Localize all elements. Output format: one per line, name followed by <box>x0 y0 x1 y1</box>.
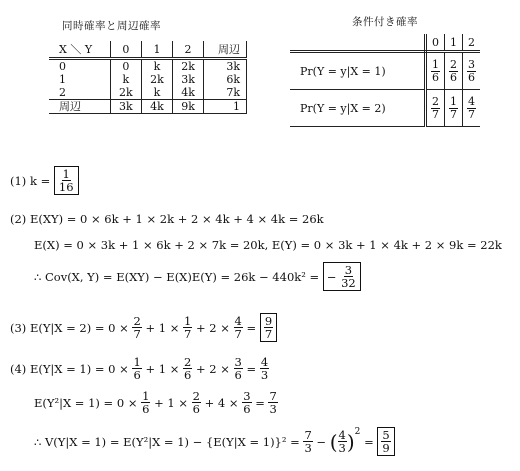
denominator: 6 <box>234 368 242 383</box>
numerator: 2 <box>192 389 200 403</box>
denominator: 6 <box>192 402 200 417</box>
table-cell: 1 <box>204 100 247 114</box>
table-cell: 2k <box>141 73 172 86</box>
numerator: 4 <box>234 314 242 328</box>
answer-4-line-2 <box>34 390 278 415</box>
denominator: 7 <box>184 327 192 342</box>
table-header-cell: 0 <box>426 34 445 52</box>
table-cell <box>445 52 463 90</box>
table-cell: 3k <box>173 73 204 86</box>
table-cell <box>426 52 445 90</box>
minus-sign: − <box>316 434 327 449</box>
answer-1 <box>10 166 79 195</box>
answer-3-box <box>260 313 277 342</box>
joint-probability-table <box>49 41 247 114</box>
minus-sign: − <box>326 269 337 284</box>
denominator: 7 <box>264 327 273 342</box>
conditional-table-caption: 条件付き確率 <box>352 16 418 28</box>
answer-1-prefix: (1) k = <box>10 173 51 188</box>
denominator: 7 <box>450 107 457 121</box>
answer-2-box <box>323 262 361 291</box>
answer-4-box <box>377 427 394 456</box>
denominator: 32 <box>341 276 356 291</box>
equals: = <box>246 320 257 335</box>
answer-2-line-3-text: ∴ Cov(X, Y) = E(XY) − E(X)E(Y) = 26k − 440k² = <box>34 269 320 284</box>
table-cell: 0 <box>110 59 141 74</box>
exponent: 2 <box>354 427 361 437</box>
denominator: 6 <box>450 70 457 84</box>
numerator: 5 <box>382 428 390 442</box>
table-cell: 4k <box>173 86 204 100</box>
table-cell: k <box>110 73 141 86</box>
table-row <box>49 59 247 74</box>
equals: = <box>246 361 257 376</box>
joint-table-caption: 同時確率と周辺確率 <box>62 20 161 32</box>
answer-1-box <box>54 166 79 195</box>
numerator: 4 <box>338 428 346 442</box>
denominator: 16 <box>58 180 74 195</box>
table-row <box>49 73 247 86</box>
answer-4-prefix: (4) E(Y|X = 1) = 0 × <box>10 361 129 376</box>
term: + 1 × <box>145 320 180 335</box>
table-row <box>49 100 247 114</box>
row-label: Pr(Y = y|X = 1) <box>290 52 426 90</box>
table-cell: 3k <box>110 100 141 114</box>
denominator: 3 <box>338 441 346 456</box>
numerator: 1 <box>142 389 150 403</box>
denominator: 9 <box>382 441 390 456</box>
denominator: 6 <box>142 402 150 417</box>
table-cell: 4k <box>141 100 172 114</box>
equals: = <box>255 395 265 410</box>
numerator: 2 <box>450 57 457 71</box>
answer-2-line-2: E(X) = 0 × 3k + 1 × 6k + 2 × 7k = 20k, E(Y) = 0 × 3k + 1 × 4k + 2 × 9k = 22k <box>34 238 502 252</box>
numerator: 2 <box>432 94 439 108</box>
right-paren: ) <box>346 429 355 454</box>
table-cell: 2k <box>173 59 204 74</box>
table-header-row <box>290 34 480 52</box>
denominator: 6 <box>184 368 192 383</box>
table-header-cell: 1 <box>445 34 463 52</box>
table-header-cell: X ＼ Y <box>49 41 110 59</box>
denominator: 3 <box>304 441 312 456</box>
table-cell: 9k <box>173 100 204 114</box>
numerator: 2 <box>184 355 192 369</box>
table-cell: 3k <box>204 59 247 74</box>
table-row <box>290 52 480 90</box>
term: + 2 × <box>195 361 230 376</box>
table-header-cell: 2 <box>173 41 204 59</box>
table-cell: k <box>141 86 172 100</box>
denominator: 7 <box>133 327 141 342</box>
table-cell: k <box>141 59 172 74</box>
term: + 1 × <box>154 395 188 410</box>
table-cell: 2k <box>110 86 141 100</box>
denominator: 3 <box>269 402 277 417</box>
table-cell <box>426 90 445 127</box>
table-cell: 0 <box>49 59 110 74</box>
numerator: 3 <box>234 355 242 369</box>
table-header-cell: 周辺 <box>204 41 247 59</box>
table-header-cell <box>290 34 426 52</box>
answer-2-line-3 <box>34 262 361 291</box>
table-cell: 6k <box>204 73 247 86</box>
table-cell <box>463 52 481 90</box>
numerator: 7 <box>269 389 277 403</box>
table-header-row <box>49 41 247 59</box>
numerator: 3 <box>468 57 475 71</box>
numerator: 1 <box>184 314 192 328</box>
table-row <box>290 90 480 127</box>
answer-2-line-1: (2) E(XY) = 0 × 6k + 1 × 2k + 2 × 4k + 4 × 4k = 26k <box>10 212 324 226</box>
row-label: Pr(Y = y|X = 2) <box>290 90 426 127</box>
numerator: 4 <box>468 94 475 108</box>
equals: = <box>364 434 374 449</box>
term: + 1 × <box>145 361 180 376</box>
denominator: 6 <box>133 368 141 383</box>
table-cell: 周辺 <box>49 100 110 114</box>
numerator: 4 <box>260 355 269 369</box>
numerator: 1 <box>432 57 439 71</box>
term: + 2 × <box>195 320 230 335</box>
table-cell: 1 <box>49 73 110 86</box>
table-cell: 2 <box>49 86 110 100</box>
table-row <box>49 86 247 100</box>
numerator: 7 <box>304 428 312 442</box>
numerator: 1 <box>450 94 457 108</box>
numerator: 2 <box>133 314 141 328</box>
term: + 4 × <box>204 395 239 410</box>
denominator: 3 <box>260 368 269 383</box>
numerator: 1 <box>133 355 141 369</box>
table-header-cell: 2 <box>463 34 481 52</box>
table-header-cell: 0 <box>110 41 141 59</box>
conditional-probability-table <box>290 34 480 127</box>
denominator: 6 <box>432 70 439 84</box>
table-header-cell: 1 <box>141 41 172 59</box>
numerator: 3 <box>243 389 251 403</box>
table-cell: 7k <box>204 86 247 100</box>
denominator: 7 <box>432 107 439 121</box>
numerator: 9 <box>264 314 273 328</box>
table-cell <box>445 90 463 127</box>
numerator: 1 <box>62 167 70 181</box>
answer-4-line-3 <box>34 427 395 456</box>
answer-4-line-1 <box>10 356 269 381</box>
answer-4-line-2-prefix: E(Y²|X = 1) = 0 × <box>34 395 138 410</box>
denominator: 7 <box>468 107 475 121</box>
left-paren: ( <box>329 429 338 454</box>
denominator: 6 <box>468 70 475 84</box>
answer-4-line-3-prefix: ∴ V(Y|X = 1) = E(Y²|X = 1) − {E(Y|X = 1)}² = <box>34 434 300 449</box>
table-cell <box>463 90 481 127</box>
answer-3-prefix: (3) E(Y|X = 2) = 0 × <box>10 320 129 335</box>
numerator: 3 <box>344 263 353 277</box>
denominator: 6 <box>243 402 251 417</box>
denominator: 7 <box>234 327 242 342</box>
answer-3 <box>10 313 277 342</box>
